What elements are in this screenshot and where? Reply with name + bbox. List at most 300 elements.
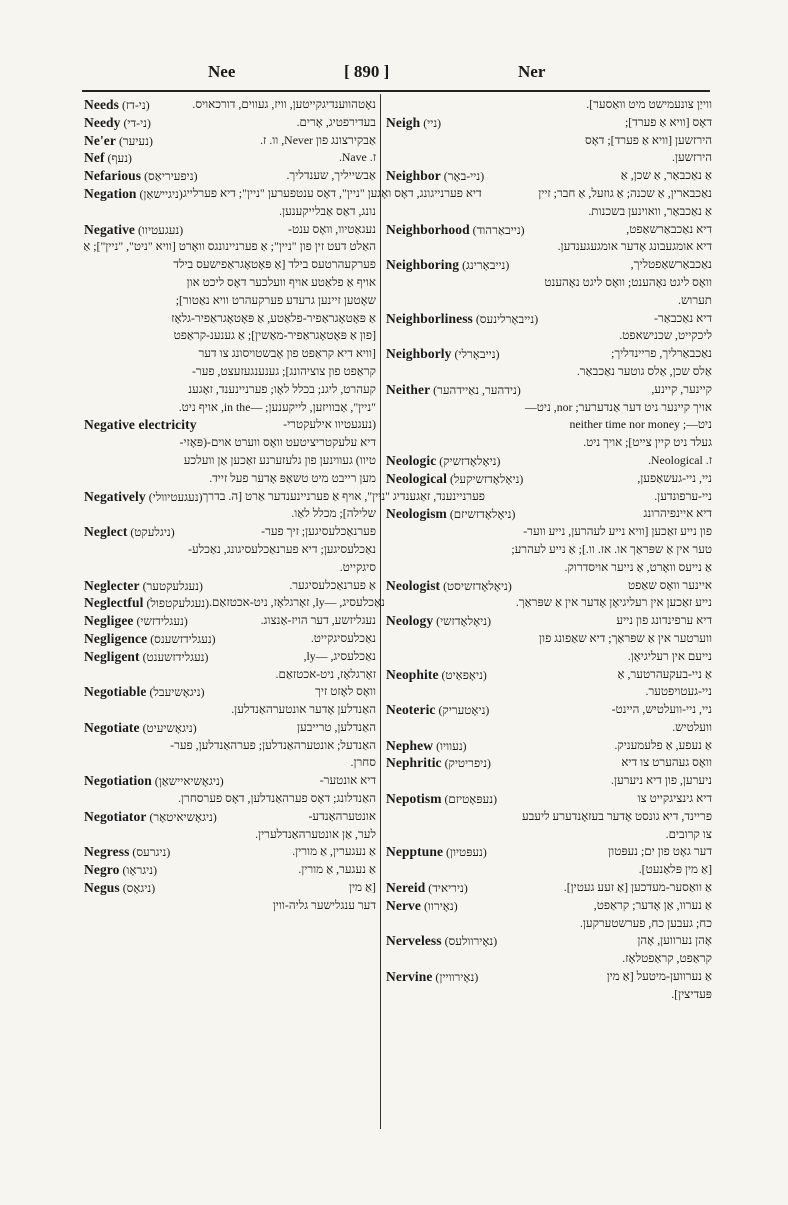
entry-headword-group xyxy=(84,114,151,132)
headword: Nepotism xyxy=(386,791,442,807)
definition-line: דער ענגלישער גליה-ווין xyxy=(272,897,376,912)
entry-head-line xyxy=(386,114,712,132)
definition-line: שלילה]; מכלל לאַו. xyxy=(291,506,376,521)
pronunciation: (נאָירוולעס) xyxy=(444,934,498,949)
headword: Negro xyxy=(84,862,120,878)
definition-text: דיא גינציגקייט צו xyxy=(637,791,712,806)
definition-text: וואָס געהערט צו דיא xyxy=(621,755,712,770)
definition-line: האַנדלונג; דאָס פערהאַנדלען, דאָס פערסחרן. xyxy=(178,791,376,806)
definition-line: הירזשען [וויא אַ פערד]; דאָס xyxy=(584,132,712,147)
entry-headword-group xyxy=(84,167,198,185)
definition-text: ז. Neological. xyxy=(648,452,712,467)
dictionary-entry xyxy=(386,345,712,381)
dictionary-entry xyxy=(386,968,712,1004)
definition-text: בעדירפטיג, אָרים. xyxy=(296,114,376,129)
definition-text: אונטערהאַנדע- xyxy=(308,808,376,823)
definition-text: אַ ניי-בעקעהרטער, אַ xyxy=(617,666,712,681)
entry-head-line xyxy=(84,167,376,185)
entry-headword-group xyxy=(386,167,484,185)
definition-text: אַבשייליך, שענדליך. xyxy=(286,168,376,183)
entry-headword-group xyxy=(386,897,458,915)
entry-head-line xyxy=(84,594,385,612)
dictionary-entry xyxy=(84,861,376,879)
entry-head-line xyxy=(386,754,712,772)
headword: Ne'er xyxy=(84,132,116,148)
headword: Neglect xyxy=(84,524,128,540)
entry-headword-group xyxy=(84,185,183,203)
entry-headword-group xyxy=(84,843,170,861)
entry-head-line xyxy=(386,701,712,719)
pronunciation: (נעגלידזשענס) xyxy=(150,631,216,646)
entry-head-line xyxy=(386,897,712,915)
pronunciation: (נעוויו) xyxy=(436,738,467,753)
definition-line: דיא אומגעבונג אָדער אומגעגענדען. xyxy=(557,239,712,254)
definition-line: האַנדלען אָדער אונטערהאַנדלען. xyxy=(231,702,376,717)
entry-headword-group xyxy=(84,719,197,737)
definition-text: נאַכבאַרליך, פריינדליך; xyxy=(611,346,712,361)
headword: Negative electricity xyxy=(84,417,197,433)
dictionary-entry xyxy=(386,310,712,346)
dictionary-entry xyxy=(386,701,712,737)
pronunciation: (ניגראָו) xyxy=(122,863,158,878)
definition-line: טער אין אַ שפּראַך או. אז. וו.]; אַ נייע לעהרע; xyxy=(511,541,712,556)
definition-line: ניערען, פון דיא ניערען. xyxy=(611,773,712,788)
dictionary-entry xyxy=(84,114,376,132)
entry-headword-group xyxy=(386,381,521,399)
definition-line: ניי-געטויפטער. xyxy=(645,684,712,699)
definition-text: ניי, ניי-וועלטיש, היינט- xyxy=(611,702,712,717)
entry-head-line xyxy=(386,381,712,399)
definition-text: נעגאַטיוו, וואָס ענט- xyxy=(288,221,376,236)
entry-headword-group xyxy=(84,577,203,595)
dictionary-entry xyxy=(386,754,712,790)
right-column xyxy=(386,96,712,1136)
pronunciation: (נייבאַרהוד) xyxy=(472,222,525,237)
definition-line: געלד ניט קיין צייט]; אויך ניט. xyxy=(583,435,712,450)
headword: Nerveless xyxy=(386,933,442,949)
entry-headword-group xyxy=(386,505,515,523)
headword: Negative xyxy=(84,221,136,237)
entry-headword-group xyxy=(84,488,203,506)
pronunciation: (נייבאָרלינעס) xyxy=(475,311,539,326)
headword: Nef xyxy=(84,150,105,166)
headword: Negotiate xyxy=(84,719,140,735)
entry-headword-group xyxy=(84,149,132,167)
headword: Neologism xyxy=(386,506,447,522)
definition-line: "ניין", אַבוויזען, לייקענען; —in the, אויף ניט. xyxy=(178,399,376,414)
entry-headword-group xyxy=(84,648,208,666)
entry-head-line xyxy=(386,167,712,185)
entry-headword-group xyxy=(386,345,500,363)
definition-text: פערנאַכלעסיגען; זיך פער- xyxy=(261,524,376,539)
pronunciation: (ניאָטעריק) xyxy=(438,703,490,718)
headword: Needs xyxy=(84,97,119,112)
headword: Negress xyxy=(84,844,130,860)
definition-text: איינער וואָס שאַפט xyxy=(627,577,712,592)
headword: Negatively xyxy=(84,488,146,504)
definition-line: קראַפט פון צוציהונג]; גענענגעזעצט, פער- xyxy=(192,363,376,378)
pronunciation: (ניאָלאָדזשיק) xyxy=(439,453,501,468)
page-number: [ 890 ] xyxy=(344,62,390,81)
headword: Nereid xyxy=(386,880,426,896)
pronunciation: (ניגאָס) xyxy=(122,881,156,896)
left-guide-word: Nee xyxy=(208,62,236,81)
dictionary-entry xyxy=(386,932,712,968)
dictionary-entry xyxy=(386,470,712,506)
pronunciation: (ניגיישאַן) xyxy=(139,186,183,201)
definition-line: כח; געבען כח, פערשטערקען. xyxy=(579,915,712,930)
headword: Negligee xyxy=(84,613,134,629)
definition-line: נאַכבארין, אַ שכנה; אַ גוזעל, אַ חבר; זיין xyxy=(538,185,712,200)
entry-headword-group xyxy=(386,612,491,630)
definition-text: נאַכלעסיג, —ly, זאָרגלאָז, ניט-אכטזאַם. xyxy=(209,595,385,610)
pronunciation: (ניריאיד) xyxy=(428,881,468,896)
headword: Negotiator xyxy=(84,808,147,824)
dictionary-entry xyxy=(84,648,376,684)
dictionary-entry xyxy=(386,879,712,897)
entry-head-line xyxy=(386,221,712,239)
entry-head-line xyxy=(386,310,712,328)
definition-line: הירזשען. xyxy=(672,150,712,165)
entry-headword-group xyxy=(84,523,175,541)
pronunciation: (ניגאָשיעיט) xyxy=(142,720,197,735)
definition-line: נייע זאַכען אין רעליגיאָן אָדער אין אַ שפּראַך. xyxy=(515,595,712,610)
pronunciation: (נייבאָרלי) xyxy=(454,347,500,362)
entry-head-line xyxy=(84,719,376,737)
dictionary-entry xyxy=(386,843,712,879)
entry-head-line xyxy=(84,879,376,897)
pronunciation: (ניגאָשיאיישאַן) xyxy=(154,774,224,789)
definition-line: פון נייע זאַכען [וויא נייע לעהרען, נייע ווער- xyxy=(523,524,712,539)
definition-text: דיא נאַכבאַר- xyxy=(654,310,712,325)
definition-text: נאַכבאַרשאַפטליך, xyxy=(630,257,712,272)
definition-text: [אַ מין xyxy=(348,880,376,895)
entry-head-line xyxy=(84,132,376,150)
definition-text: נאַכלעסיג, —ly, xyxy=(303,648,376,663)
dictionary-entry xyxy=(84,185,482,221)
entry-head-line xyxy=(84,577,376,595)
headword: Neologic xyxy=(386,452,437,468)
definition-line: דיא עלעקטריציטעט וואָס ווערט אוים-(פּאָזי- xyxy=(179,435,376,450)
definition-line: ווייַן צונעמישט מיט וואַסער]. xyxy=(586,97,712,111)
entry-headword-group xyxy=(386,310,538,328)
pronunciation: (ניאָלאָדזשי) xyxy=(436,614,492,629)
entry-headword-group xyxy=(386,843,487,861)
entry-head-line xyxy=(386,968,712,986)
definition-text: אַ נעגער, אַ מורין. xyxy=(298,862,376,877)
definition-line: שאָטען זיינען גרעדע פערקעהרט וויא נאַטור]; xyxy=(175,292,376,307)
headword: Nervine xyxy=(386,969,433,985)
pronunciation: (נידהער, נאַיידהער) xyxy=(433,382,521,397)
definition-line: וואָס ליגט נאָהענט; וואָס ליגט נאָהענט xyxy=(544,274,712,289)
entry-head-line xyxy=(386,879,712,897)
definition-line: ניי-ערפונדען. xyxy=(654,488,712,503)
entry-head-line xyxy=(386,577,712,595)
entry-head-line xyxy=(386,666,712,684)
definition-line: אַ נייעס וואָרט, אַ נייער אויסדרוק. xyxy=(564,559,712,574)
entry-headword-group xyxy=(386,452,500,470)
dictionary-entry xyxy=(84,416,376,487)
headword: Nefarious xyxy=(84,168,142,184)
dictionary-entry xyxy=(386,221,712,257)
definition-line: האַנדעל; אונטערהאַנדלען; פערהאַנדלען, פער- xyxy=(170,737,376,752)
entry-headword-group xyxy=(386,932,497,950)
entry-head-line xyxy=(84,416,376,434)
entry-head-line xyxy=(84,612,376,630)
pronunciation: (ני-די) xyxy=(123,115,151,130)
definition-line: פּעדיצין]. xyxy=(671,986,712,1001)
definition-line: ליכקייט, שכנישאפט. xyxy=(619,328,712,343)
definition-line: נייעם אין רעליגיאָן. xyxy=(627,648,712,663)
entry-headword-group xyxy=(84,132,153,150)
entry-headword-group xyxy=(386,879,468,897)
definition-line: נונג, דאַס אַבלייקענען. xyxy=(279,203,376,218)
pronunciation: (ניי) xyxy=(423,115,442,130)
headword: Neological xyxy=(386,470,447,486)
definition-line: פריינד, דיא גונסט אָדער בעזאָנדערע ליעבע xyxy=(521,808,712,823)
dictionary-entry xyxy=(84,630,376,648)
pronunciation: (ניגאָשיאיטאָר) xyxy=(149,809,217,824)
headword: Negotiation xyxy=(84,773,152,789)
dictionary-entry xyxy=(84,808,376,844)
headword: Nephritic xyxy=(386,755,442,771)
entry-headword-group xyxy=(386,577,512,595)
definition-text: דאָס [וויא אַ פערד]; xyxy=(624,114,712,129)
definition-text: קיינער, קיינע, xyxy=(651,381,712,396)
definition-line: אויף אַ פלאַטע אויף וועלכער דאָס ליכט און xyxy=(186,274,376,289)
definition-text: דיא נאַכבאַרשאַפט, xyxy=(626,221,712,236)
dictionary-entry xyxy=(386,897,712,933)
dictionary-entry xyxy=(386,577,712,613)
dictionary-entry xyxy=(386,666,712,702)
pronunciation: (נעגלידזשי) xyxy=(136,614,188,629)
entry-head-line xyxy=(84,114,376,132)
pronunciation: (ניאָלאָדזשיקעל) xyxy=(449,471,524,486)
dictionary-entry xyxy=(84,523,376,576)
definition-line: לער, אַן אונטערהאַנדלערין. xyxy=(255,826,376,841)
entry-head-line xyxy=(84,861,376,879)
headword: Neophite xyxy=(386,666,439,682)
entry-headword-group xyxy=(84,861,157,879)
pronunciation: (נעפּאָטיזם) xyxy=(444,792,497,807)
entry-head-line xyxy=(386,505,712,523)
definition-text: דער גאָט פון ים; נעפּטון xyxy=(608,844,712,859)
pronunciation: (נייבאָרינג) xyxy=(462,258,510,273)
dictionary-entry xyxy=(84,149,376,167)
definition-text: ז. Nave. xyxy=(338,150,376,165)
pronunciation: (ניגרעס) xyxy=(132,845,171,860)
definition-line: [וויא דיא קראַפט פון אָבשטויסונג צו דער xyxy=(198,346,376,361)
definition-line: סיגקייט. xyxy=(339,559,376,574)
dictionary-entry xyxy=(84,221,376,417)
headword: Neighborly xyxy=(386,346,452,362)
definition-line: ווערטער אין אַ שפּראַך; דיא שאַפונג פון xyxy=(539,630,712,645)
definition-line: סחרן. xyxy=(350,755,376,770)
definition-text: אַ נעפע, אַ פלעמעניק. xyxy=(614,737,712,752)
pronunciation: (ניאָלאָדזשיסט) xyxy=(443,578,512,593)
dictionary-entry xyxy=(84,167,376,185)
definition-text: דיא ערפינדונג פון נייע xyxy=(616,613,712,628)
definition-text: אָהן נערווען, אָהן xyxy=(637,933,712,948)
pronunciation: (נעגעטיוו) xyxy=(137,222,184,237)
headword: Negus xyxy=(84,880,120,896)
definition-text: אַ נאַכבאַר, אַ שכן, אַ xyxy=(620,168,712,183)
entry-head-line xyxy=(84,96,376,114)
headword: Neology xyxy=(386,613,434,629)
entry-headword-group xyxy=(84,772,224,790)
definition-text: דיא פערנייגונג, דאָס ואָגען "ניין", דאָס ענטפערען "ניין"; דיא פערלייג xyxy=(182,185,482,200)
dictionary-entry xyxy=(386,167,712,220)
entry-head-line xyxy=(386,345,712,363)
headword: Nephew xyxy=(386,737,434,753)
pronunciation: (נעפּטיון) xyxy=(446,845,487,860)
dictionary-entry xyxy=(386,96,712,114)
pronunciation: (נאָירוויין) xyxy=(435,970,479,985)
dictionary-entry xyxy=(84,683,376,719)
entry-headword-group xyxy=(84,612,188,630)
definition-line: אַ פּאָטאָגראַפיר-פלאַטע, אַ פּאָטאָגראַפיר-גלאָז xyxy=(171,310,376,325)
definition-line: [אַ מין פּלאַנעט]. xyxy=(638,862,712,877)
definition-line: נאַכלעסיגען; דיא פערנאַכלעסיגונג, נאַכלע- xyxy=(188,541,376,556)
definition-line: וועלטיש. xyxy=(672,719,712,734)
dictionary-entry xyxy=(386,381,712,452)
definition-text: נאַכלעסיגקייט. xyxy=(310,630,376,645)
entry-head-line xyxy=(386,843,712,861)
entry-head-line xyxy=(84,648,376,666)
entry-head-line xyxy=(84,221,376,239)
headword: Nerve xyxy=(386,897,421,913)
dictionary-entry xyxy=(84,577,376,595)
headword: Neighborliness xyxy=(386,310,473,326)
dictionary-entry xyxy=(386,737,712,755)
headword: Neither xyxy=(386,381,431,397)
headword: Negation xyxy=(84,185,137,201)
definition-text: נעגליזשע, דער הויז-אַנצוג. xyxy=(260,613,376,628)
dictionary-entry xyxy=(84,96,376,114)
entry-headword-group xyxy=(84,683,205,701)
entry-head-line xyxy=(84,683,376,701)
entry-head-line xyxy=(386,470,712,488)
entry-headword-group xyxy=(84,416,197,434)
pronunciation: (ניפעיריאַס) xyxy=(144,169,198,184)
pronunciation: (ני-דז) xyxy=(121,98,150,112)
definition-line: תערוש. xyxy=(678,292,712,307)
entry-headword-group xyxy=(386,701,489,719)
dictionary-entry xyxy=(386,505,712,576)
definition-text: האַנדלען, טרייבען xyxy=(297,719,376,734)
entry-head-line xyxy=(386,452,712,470)
headword: Neighborhood xyxy=(386,221,470,237)
definition-text: אַ פערנאַכלעסיגער. xyxy=(289,577,376,592)
definition-text: אַ נעגערין, אַ מורין. xyxy=(292,844,376,859)
definition-line: האַלט דעט זין פון "ניין"; אַ פערניינונגס וואָרט [וויא "ניט", "ניין"]; אַ xyxy=(83,239,376,254)
pronunciation: (נעגלידזשענט) xyxy=(142,649,209,664)
headword: Neighbor xyxy=(386,168,441,184)
headword: Neigh xyxy=(386,114,421,130)
entry-headword-group xyxy=(84,879,155,897)
entry-head-line xyxy=(386,737,712,755)
pronunciation: (ניי-באָר) xyxy=(443,169,485,184)
entry-headword-group xyxy=(386,754,491,772)
entry-head-line xyxy=(386,790,712,808)
headword: Negligence xyxy=(84,630,148,646)
dictionary-entry xyxy=(386,790,712,843)
dictionary-entry xyxy=(386,612,712,665)
definition-text: דיא אונטער- xyxy=(319,773,376,788)
definition-text: וואָס לאָזט זיך xyxy=(315,684,376,699)
headword: Neglectful xyxy=(84,595,144,611)
headword: Nepptune xyxy=(386,844,444,860)
entry-head-line xyxy=(84,523,376,541)
definition-line: [פון אַ פּאָטאָגראַפיר-מאַשין]; אַ גענענ-קראַפט xyxy=(173,328,376,343)
pronunciation: (ניפריטיק) xyxy=(444,756,491,771)
dictionary-entry xyxy=(84,772,376,808)
definition-line: אויך קיינער ניט דער אַנדערער; nor, ניט— xyxy=(524,399,712,414)
page-header xyxy=(80,62,712,86)
header-rule xyxy=(82,90,710,92)
entry-head-line xyxy=(84,772,376,790)
definition-text: אַבקירצונג פון Never, וו. ז. xyxy=(260,132,376,147)
headword: Negotiable xyxy=(84,684,147,700)
definition-line: קעהרט, ליגנ; בכלל לאָו; פערניינענד, זאָגענ xyxy=(188,381,376,396)
dictionary-entry xyxy=(84,612,376,630)
entry-head-line xyxy=(84,843,376,861)
definition-text: (נעגעטיוו אילעקטרי- xyxy=(283,417,376,432)
entry-headword-group xyxy=(386,114,441,132)
headword: Neologist xyxy=(386,577,441,593)
entry-headword-group xyxy=(84,594,209,612)
dictionary-entry xyxy=(84,594,385,612)
headword: Neighboring xyxy=(386,257,460,273)
headword: Needy xyxy=(84,114,121,130)
entry-headword-group xyxy=(84,221,183,239)
definition-line: אַ נאַכבאַר, וואוינען בשכנות. xyxy=(588,203,712,218)
pronunciation: (ניאָפאַיט) xyxy=(441,667,487,682)
entry-head-line xyxy=(84,488,485,506)
definition-line: טיוו) געווינען פון גלעזערנע זאַכען אַן וועלכע xyxy=(183,452,376,467)
dictionary-entry xyxy=(386,452,712,470)
entry-headword-group xyxy=(386,666,487,684)
definition-line: אַלס שכן, אַלס גוטער נאַכבאַר. xyxy=(576,363,712,378)
definition-text: אַ נערווען-מיטעל [אַ מין xyxy=(606,969,712,984)
pronunciation: (ניגלעקט) xyxy=(130,525,175,540)
definition-line: צו קרובים. xyxy=(665,826,712,841)
entry-head-line xyxy=(386,932,712,950)
dictionary-entry xyxy=(84,719,376,772)
entry-head-line xyxy=(84,149,376,167)
dictionary-entry xyxy=(386,114,712,167)
definition-line: זאָרגלאָז, ניט-אכטזאַם. xyxy=(275,666,376,681)
dictionary-entry xyxy=(386,256,712,309)
entry-head-line xyxy=(84,808,376,826)
pronunciation: (ניגאָשיעבל) xyxy=(149,685,205,700)
pronunciation: (נעגלעקטער) xyxy=(142,578,203,593)
definition-text: נאָטהווענדיגקייטען, וויז, געווים, דורכאויס. xyxy=(192,97,376,111)
entry-headword-group xyxy=(386,256,509,274)
pronunciation: (נעגעטיוולי) xyxy=(148,489,203,504)
definition-text: ניי, ניי-געשאַפען, xyxy=(637,470,712,485)
entry-headword-group xyxy=(386,470,523,488)
entry-headword-group xyxy=(386,737,467,755)
definition-line: פערקעהרטעס בילד [אַ פּאָטאָגראַפישעס בילד xyxy=(173,257,376,272)
definition-line: ניט—; neither time nor money xyxy=(569,417,712,432)
pronunciation: (נעיער) xyxy=(118,133,153,148)
entry-head-line xyxy=(84,185,482,203)
definition-line: קראַפט, קראַפטלאָז. xyxy=(622,951,712,966)
headword: Neglecter xyxy=(84,577,140,593)
headword: Neoteric xyxy=(386,702,436,718)
headword: Negligent xyxy=(84,648,140,664)
